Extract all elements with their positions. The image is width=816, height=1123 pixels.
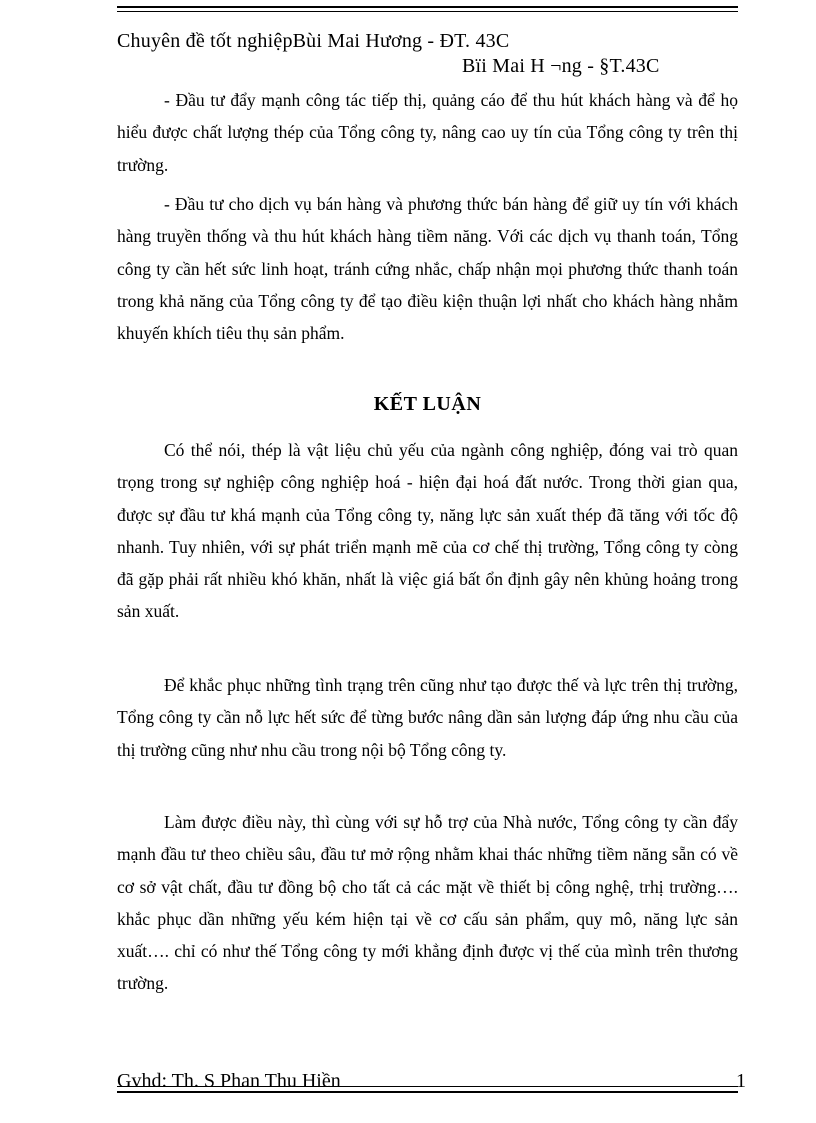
conclusion-paragraph-1 bbox=[117, 434, 738, 628]
header-rule-thick bbox=[117, 6, 738, 8]
paragraph-text: Có thể nói, thép là vật liệu chủ yếu của ngành công nghiệp, đóng vai trò quan trọng trong sự nghiệp công nghiệp hoá - hiện đại hoá đất nước. Trong thời gian qua, được sự đầu tư khá mạnh của Tổng công ty, năng lực sản xuất thép đã tăng với tốc độ nhanh. Tuy nhiên, với sự phát triển mạnh mẽ của cơ chế thị trường, Tổng công ty còng đã gặp phải rất nhiều khó khăn, nhất là việc giá bất ổn định gây nên khủng hoảng trong sản xuất. bbox=[117, 440, 738, 622]
body-paragraph-1 bbox=[117, 84, 738, 181]
conclusion-paragraph-2 bbox=[117, 669, 738, 766]
header-rule-thin bbox=[117, 11, 738, 12]
footer-advisor: Gvhd: Th. S Phan Thu Hiền bbox=[117, 1070, 341, 1092]
paragraph-text: - Đầu tư cho dịch vụ bán hàng và phương thức bán hàng để giữ uy tín với khách hàng truyền thống và thu hút khách hàng tiềm năng. Với các dịch vụ thanh toán, Tổng công ty cần hết sức linh hoạt, tránh cứng nhắc, chấp nhận mọi phương thức thanh toán trong khả năng của Tổng công ty để tạo điều kiện thuận lợi nhất cho khách hàng nhằm khuyến khích tiêu thụ sản phẩm. bbox=[117, 194, 738, 344]
running-header: Chuyên đề tốt nghiệpBùi Mai Hương - ĐT. 43C bbox=[117, 30, 510, 52]
footer-rule-thick bbox=[117, 1091, 738, 1093]
conclusion-paragraph-3 bbox=[117, 806, 738, 1000]
footer-rule-thin bbox=[117, 1086, 738, 1087]
page-number: 1 bbox=[736, 1070, 746, 1092]
paragraph-text: Làm được điều này, thì cùng với sự hỗ trợ của Nhà nước, Tổng công ty cần đẩy mạnh đầu tư theo chiều sâu, đầu tư mở rộng nhằm khai thác những tiềm năng sẵn có về cơ sở vật chất, đầu tư đồng bộ cho tất cả các mặt về thiết bị công nghệ, trhị trường…. khắc phục dần những yếu kém hiện tại về cơ cấu sản phẩm, quy mô, năng lực sản xuất…. chỉ có như thế Tổng công ty mới khẳng định được vị thế của mình trên thương trường. bbox=[117, 812, 738, 994]
section-heading: KẾT LUẬN bbox=[373, 393, 482, 415]
running-header-garbled: Bïi Mai H ¬ng - §T.43C bbox=[462, 55, 660, 77]
body-paragraph-2 bbox=[117, 188, 738, 349]
paragraph-text: - Đầu tư đẩy mạnh công tác tiếp thị, quảng cáo để thu hút khách hàng và để họ hiểu được chất lượng thép của Tổng công ty, nâng cao uy tín của Tổng công ty trên thị trường. bbox=[117, 90, 738, 175]
paragraph-text: Để khắc phục những tình trạng trên cũng như tạo được thế và lực trên thị trường, Tổng công ty cần nỗ lực hết sức để từng bước nâng dần sản lượng đáp ứng nhu cầu của thị trường cũng như nhu cầu trong nội bộ Tổng công ty. bbox=[117, 675, 738, 760]
